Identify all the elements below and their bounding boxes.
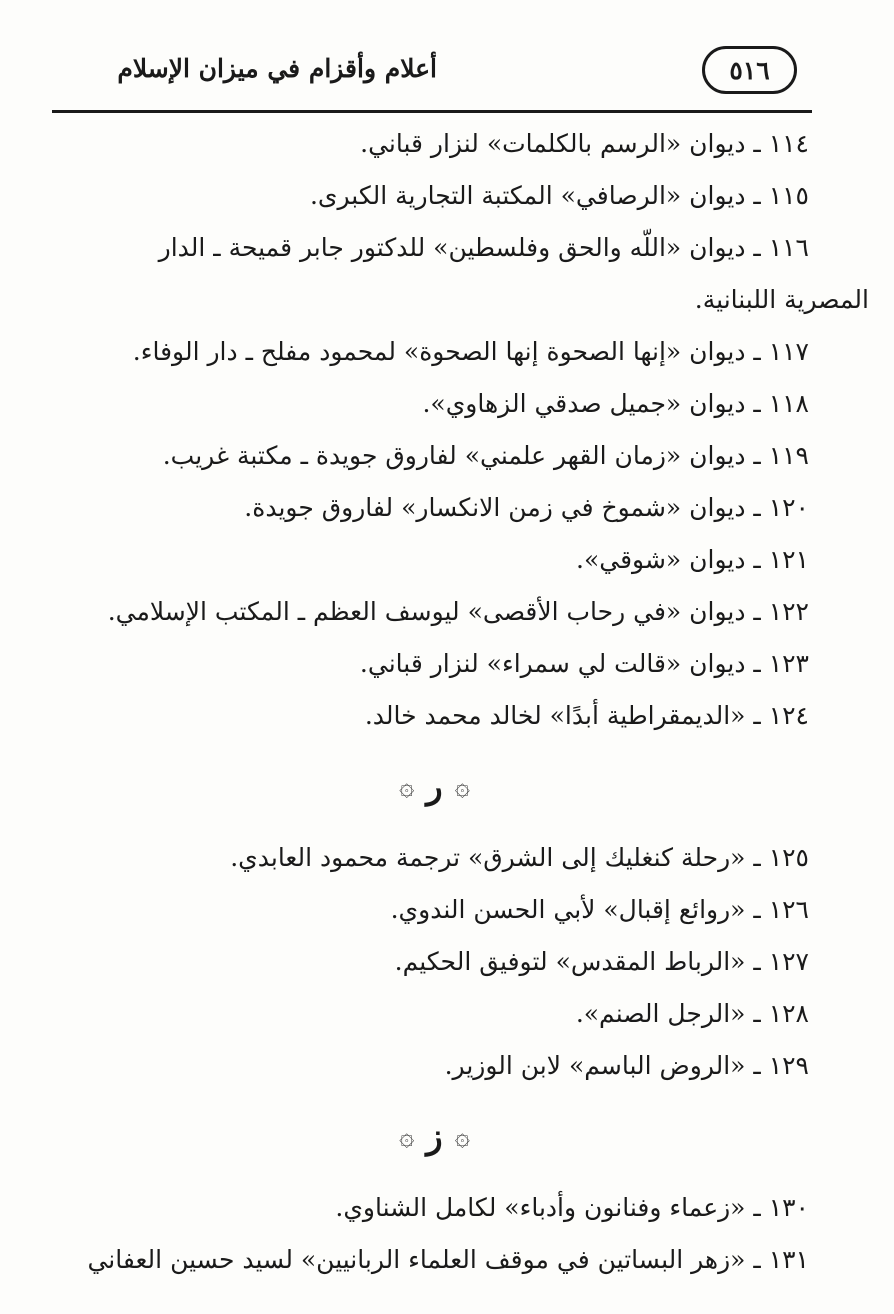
- ornament-icon: ۞: [399, 772, 415, 802]
- entries-group-a: [60, 118, 869, 742]
- entry-number: ١٢٢: [768, 597, 809, 626]
- entry-text: ـ ديوان «الرسم بالكلمات» لنزار قباني.: [360, 129, 761, 158]
- list-item: [60, 482, 809, 534]
- page-header: [52, 38, 812, 108]
- entry-continuation: المصرية اللبنانية.: [694, 285, 869, 314]
- page-number-badge: [702, 46, 797, 94]
- ornament-icon: ۞: [454, 772, 470, 802]
- entry-number: ١٢٦: [768, 895, 809, 924]
- entries-group-c: [60, 1182, 809, 1286]
- entry-number: ١٢٠: [768, 493, 809, 522]
- running-title: أعلام وأقزام في ميزان الإسلام: [117, 54, 437, 83]
- entry-text: ـ «الديمقراطية أبدًا» لخالد محمد خالد.: [364, 701, 761, 730]
- entry-text: ـ ديوان «شموخ في زمن الانكسار» لفاروق جويدة.: [244, 493, 761, 522]
- list-item: [60, 1182, 809, 1234]
- entry-number: ١١٤: [768, 129, 809, 158]
- list-item: [60, 1040, 809, 1092]
- list-item: [60, 378, 809, 430]
- entry-number: ١١٧: [768, 337, 809, 366]
- section-heading-z: [60, 1092, 809, 1182]
- entry-text: ـ ديوان «في رحاب الأقصى» ليوسف العظم ـ المكتب الإسلامي.: [107, 597, 761, 626]
- entry-number: ١٢٤: [768, 701, 809, 730]
- entry-text: ـ ديوان «جميل صدقي الزهاوي».: [422, 389, 761, 418]
- section-letter: ر: [426, 767, 443, 807]
- list-item: [60, 884, 809, 936]
- list-item: [60, 690, 809, 742]
- entry-text: ـ «الرجل الصنم».: [575, 999, 761, 1028]
- section-letter: ز: [426, 1117, 443, 1157]
- list-item: [60, 1234, 809, 1286]
- entry-text: ـ «الروض الباسم» لابن الوزير.: [444, 1051, 761, 1080]
- entry-number: ١٢٥: [768, 843, 809, 872]
- list-item: [60, 170, 809, 222]
- entry-number: ١٢٨: [768, 999, 809, 1028]
- entry-number: ١٢١: [768, 545, 809, 574]
- entry-text: ـ ديوان «زمان القهر علمني» لفاروق جويدة ـ مكتبة غريب.: [162, 441, 761, 470]
- entry-text: ـ «روائع إقبال» لأبي الحسن الندوي.: [390, 895, 761, 924]
- entry-number: ١١٨: [768, 389, 809, 418]
- entry-text: ـ ديوان «شوقي».: [576, 545, 761, 574]
- entry-number: ١١٥: [768, 181, 809, 210]
- ornament-icon: ۞: [454, 1122, 470, 1152]
- entry-number: ١١٦: [768, 233, 809, 262]
- entry-text: ـ ديوان «إنها الصحوة إنها الصحوة» لمحمود مفلح ـ دار الوفاء.: [132, 337, 761, 366]
- list-item: [60, 936, 809, 988]
- entry-text: ـ ديوان «الرصافي» المكتبة التجارية الكبرى.: [309, 181, 761, 210]
- entry-number: ١٢٧: [768, 947, 809, 976]
- list-item: [60, 118, 809, 170]
- entry-number: ١٣٠: [768, 1193, 809, 1222]
- bibliography-list: [60, 118, 869, 1286]
- entry-number: ١٣١: [768, 1245, 809, 1274]
- list-item: [60, 222, 869, 326]
- list-item: [60, 586, 809, 638]
- entry-text: ـ «زهر البساتين في موقف العلماء الربانيين» لسيد حسين العفاني: [87, 1245, 761, 1274]
- entry-text: ـ «الرباط المقدس» لتوفيق الحكيم.: [394, 947, 761, 976]
- page-number: ٥١٦: [729, 55, 770, 85]
- section-heading-r: [60, 742, 809, 832]
- entry-number: ١١٩: [768, 441, 809, 470]
- list-item: [60, 534, 809, 586]
- header-rule: [52, 110, 812, 113]
- list-item: [60, 832, 809, 884]
- list-item: [60, 326, 809, 378]
- ornament-icon: ۞: [399, 1122, 415, 1152]
- entries-group-b: [60, 832, 809, 1092]
- entry-text: ـ ديوان «قالت لي سمراء» لنزار قباني.: [359, 649, 761, 678]
- entry-text: ـ «رحلة كنغليك إلى الشرق» ترجمة محمود العابدي.: [230, 843, 761, 872]
- entry-number: ١٢٣: [768, 649, 809, 678]
- entry-text: ـ «زعماء وفنانون وأدباء» لكامل الشناوي.: [335, 1193, 761, 1222]
- list-item: [60, 638, 809, 690]
- entry-number: ١٢٩: [768, 1051, 809, 1080]
- list-item: [60, 988, 809, 1040]
- list-item: [60, 430, 809, 482]
- entry-text: ـ ديوان «اللّه والحق وفلسطين» للدكتور جابر قميحة ـ الدار: [158, 233, 761, 262]
